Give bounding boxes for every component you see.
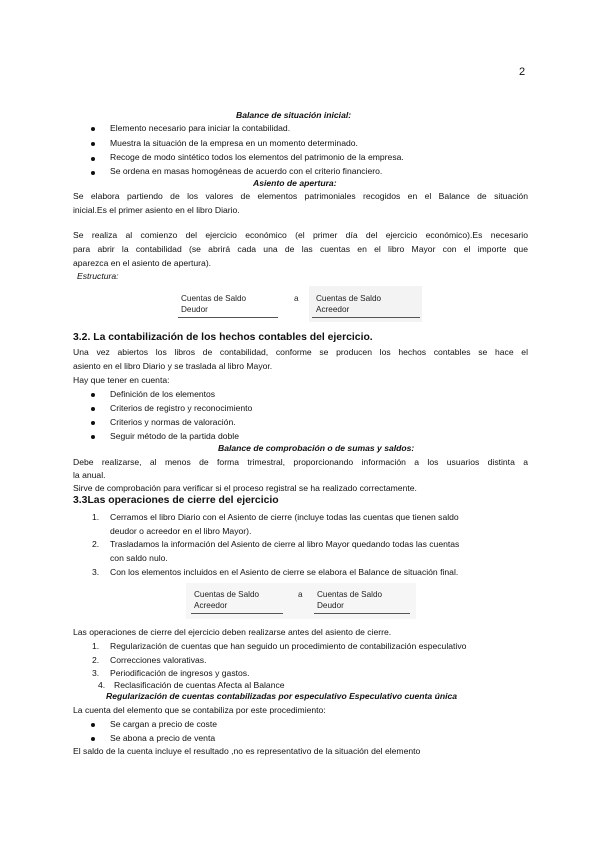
bullet-icon <box>91 407 95 411</box>
paragraph-line: para abrir la contabilidad (se abrirá cada una de las cuentas en el libro Mayor con el importe que <box>73 244 528 254</box>
apertura-structure-table <box>172 286 424 324</box>
bullet-icon <box>91 157 95 161</box>
left-cell-line1: Cuentas de Saldo <box>181 294 247 303</box>
paragraph-line: Hay que tener en cuenta: <box>73 375 170 385</box>
bullet-icon <box>91 171 95 175</box>
paragraph-line: El saldo de la cuenta incluye el resultado ,no es representativo de la situación del elemento <box>73 746 421 756</box>
left-cell-line1: Cuentas de Saldo <box>194 590 260 599</box>
list-item-line: Trasladamos la información del Asiento de cierre al libro Mayor quedando todas las cuentas <box>110 539 460 549</box>
list-item-line: Con los elementos incluidos en el Asiento de cierre se elabora el Balance de situación final. <box>110 567 459 577</box>
bullet-text: Recoge de modo sintético todos los elementos del patrimonio de la empresa. <box>110 152 404 162</box>
list-number: 3. <box>92 668 100 678</box>
list-number: 3. <box>92 567 100 577</box>
paragraph-line: aparezca en el asiento de apertura). <box>73 258 212 268</box>
list-number: 4. <box>98 680 106 690</box>
bullet-text: Elemento necesario para iniciar la contabilidad. <box>110 123 291 133</box>
right-cell-line1: Cuentas de Saldo <box>317 590 383 599</box>
bullet-icon <box>91 723 95 727</box>
cierre-structure-table <box>186 583 418 621</box>
bullet-text: Se ordena en masas homogéneas de acuerdo con el criterio financiero. <box>110 166 383 176</box>
list-item-line: Regularización de cuentas que han seguido un procedimiento de contabilización especulativo <box>110 641 467 651</box>
bullet-text: Seguir método de la partida doble <box>110 431 239 441</box>
balance-comprobacion-title: Balance de comprobación o de sumas y saldos: <box>218 443 415 453</box>
bullet-icon <box>91 421 95 425</box>
left-cell-line2: Acreedor <box>194 601 228 610</box>
list-number: 2. <box>92 655 100 665</box>
estructura-label: Estructura: <box>77 271 119 281</box>
paragraph-line: Se elabora partiendo de los valores de elementos patrimoniales recogidos en el Balance de situación <box>73 191 528 201</box>
balance-inicial-title: Balance de situación inicial: <box>236 110 352 120</box>
right-cell-line1: Cuentas de Saldo <box>316 294 382 303</box>
middle-cell: a <box>294 294 299 303</box>
regularizacion-title: Regularización de cuentas contabilizadas por especulativo Especulativo cuenta única <box>106 691 458 701</box>
paragraph-line: Se realiza al comienzo del ejercicio económico (el primer día del ejercicio económico).Es necesario <box>73 230 528 240</box>
paragraph-line: inicial.Es el primer asiento en el libro Diario. <box>73 205 240 215</box>
left-cell-line2: Deudor <box>181 305 208 314</box>
bullet-icon <box>91 435 95 439</box>
list-number: 1. <box>92 641 100 651</box>
paragraph-line: Las operaciones de cierre del ejercicio deben realizarse antes del asiento de cierre. <box>73 627 392 637</box>
paragraph-line: Debe realizarse, al menos de forma trimestral, proporcionando información a los usuarios distinta a <box>73 457 528 467</box>
paragraph-line: la anual. <box>73 470 106 480</box>
paragraph-line: La cuenta del elemento que se contabiliza por este procedimiento: <box>73 705 326 715</box>
bullet-text: Definición de los elementos <box>110 389 216 399</box>
section-heading: 3.3Las operaciones de cierre del ejercicio <box>73 495 279 506</box>
right-cell-line2: Acreedor <box>316 305 350 314</box>
list-number: 2. <box>92 539 100 549</box>
bullet-text: Se abona a precio de venta <box>110 733 216 743</box>
bullet-text: Criterios y normas de valoración. <box>110 417 236 427</box>
paragraph-line: asiento en el libro Diario y se traslada al libro Mayor. <box>73 361 273 371</box>
list-item-line: Reclasificación de cuentas Afecta al Balance <box>114 680 285 690</box>
list-item-line: deudor o acreedor en el libro Mayor). <box>110 526 252 536</box>
bullet-icon <box>91 127 95 131</box>
bullet-icon <box>91 737 95 741</box>
bullet-icon <box>91 393 95 397</box>
bullet-text: Criterios de registro y reconocimiento <box>110 403 253 413</box>
list-item-line: Periodificación de ingresos y gastos. <box>110 668 250 678</box>
bullet-text: Muestra la situación de la empresa en un momento determinado. <box>110 138 358 148</box>
paragraph-line: Sirve de comprobación para verificar si el proceso registral se ha realizado correctamente. <box>73 483 417 493</box>
list-item-line: con saldo nulo. <box>110 553 168 563</box>
section-heading: 3.2. La contabilización de los hechos contables del ejercicio. <box>73 332 373 343</box>
list-item-line: Cerramos el libro Diario con el Asiento de cierre (incluye todas las cuentas que tienen saldo <box>110 512 459 522</box>
middle-cell: a <box>298 590 303 599</box>
paragraph-line: Una vez abiertos los libros de contabilidad, conforme se producen los hechos contables se hace el <box>73 347 528 357</box>
bullet-text: Se cargan a precio de coste <box>110 719 218 729</box>
list-number: 1. <box>92 512 100 522</box>
asiento-apertura-title: Asiento de apertura: <box>253 178 337 188</box>
page-number: 2 <box>519 66 526 78</box>
right-cell-line2: Deudor <box>317 601 344 610</box>
list-item-line: Correcciones valorativas. <box>110 655 207 665</box>
bullet-icon <box>91 142 95 146</box>
